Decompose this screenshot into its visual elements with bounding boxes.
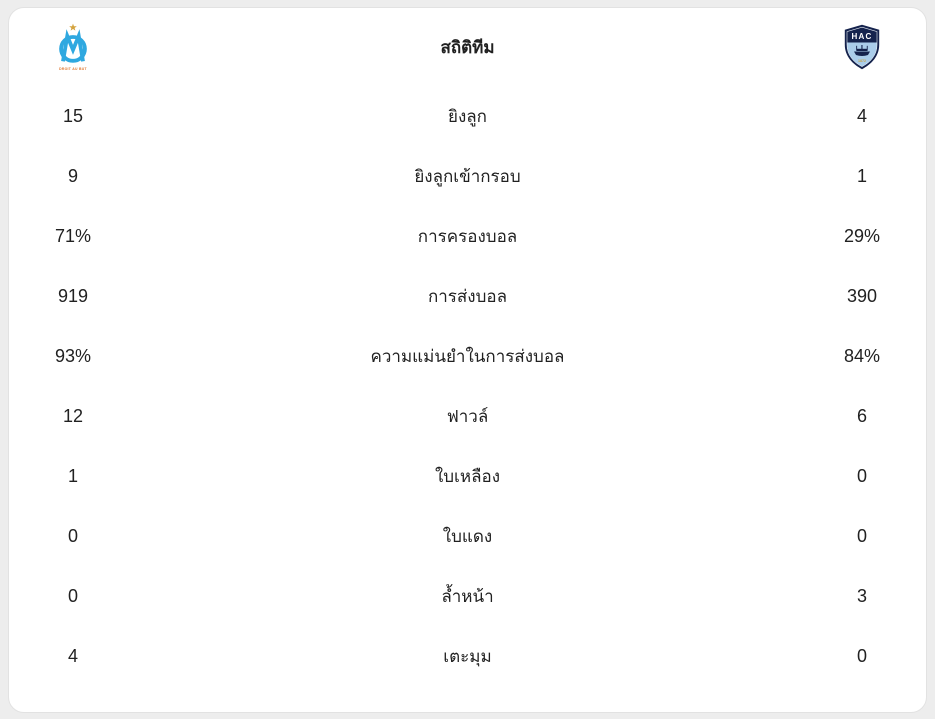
stat-row bbox=[9, 86, 926, 146]
home-value: 0 bbox=[67, 585, 78, 606]
stat-row bbox=[9, 566, 926, 626]
stats-title: สถิติทีม bbox=[440, 37, 495, 57]
stat-label: ฟาวล์ bbox=[446, 406, 489, 426]
om-motto-text: DROIT AU BUT bbox=[59, 66, 87, 71]
hac-initials-text: HAC bbox=[851, 31, 873, 41]
hac-ship-icon bbox=[854, 45, 870, 56]
stat-row bbox=[9, 146, 926, 206]
stat-row bbox=[9, 326, 926, 386]
home-value: 9 bbox=[67, 165, 78, 186]
stat-row bbox=[9, 206, 926, 266]
away-value: 4 bbox=[856, 105, 867, 126]
stat-label: ใบแดง bbox=[442, 526, 493, 546]
stat-row bbox=[9, 386, 926, 446]
away-value: 0 bbox=[856, 645, 867, 666]
stat-row bbox=[9, 446, 926, 506]
away-value: 3 bbox=[856, 585, 867, 606]
stat-row bbox=[9, 266, 926, 326]
team-stats-card bbox=[8, 7, 927, 713]
stat-label: การส่งบอล bbox=[427, 286, 508, 306]
stat-label: ใบเหลือง bbox=[434, 466, 501, 486]
stat-label: ล้ำหน้า bbox=[441, 586, 494, 606]
stats-header bbox=[9, 8, 926, 86]
home-value: 1 bbox=[67, 465, 78, 486]
away-value: 29% bbox=[843, 225, 881, 246]
away-value: 1 bbox=[856, 165, 867, 186]
stat-label: ยิงลูก bbox=[448, 106, 487, 126]
hac-year-text: 1872 bbox=[858, 58, 866, 63]
home-value: 4 bbox=[67, 645, 78, 666]
home-value: 919 bbox=[57, 285, 89, 306]
stat-row bbox=[9, 506, 926, 566]
stat-label: เตะมุม bbox=[443, 646, 492, 666]
home-value: 93% bbox=[54, 345, 92, 366]
stat-row bbox=[9, 626, 926, 686]
home-value: 71% bbox=[54, 225, 92, 246]
away-value: 84% bbox=[843, 345, 881, 366]
home-value: 15 bbox=[62, 105, 84, 126]
away-value: 0 bbox=[856, 465, 867, 486]
away-value: 6 bbox=[856, 405, 867, 426]
hac-crest-icon bbox=[842, 24, 882, 70]
stat-label: การครองบอล bbox=[417, 226, 518, 246]
home-value: 12 bbox=[62, 405, 84, 426]
away-team-logo bbox=[798, 24, 926, 70]
away-value: 390 bbox=[846, 285, 878, 306]
stat-label: ความแม่นยำในการส่งบอล bbox=[370, 346, 565, 366]
home-team-logo bbox=[9, 23, 137, 71]
marseille-crest-icon bbox=[52, 23, 94, 71]
away-value: 0 bbox=[856, 525, 867, 546]
stat-label: ยิงลูกเข้ากรอบ bbox=[414, 166, 521, 186]
home-value: 0 bbox=[67, 525, 78, 546]
stats-rows bbox=[9, 86, 926, 686]
